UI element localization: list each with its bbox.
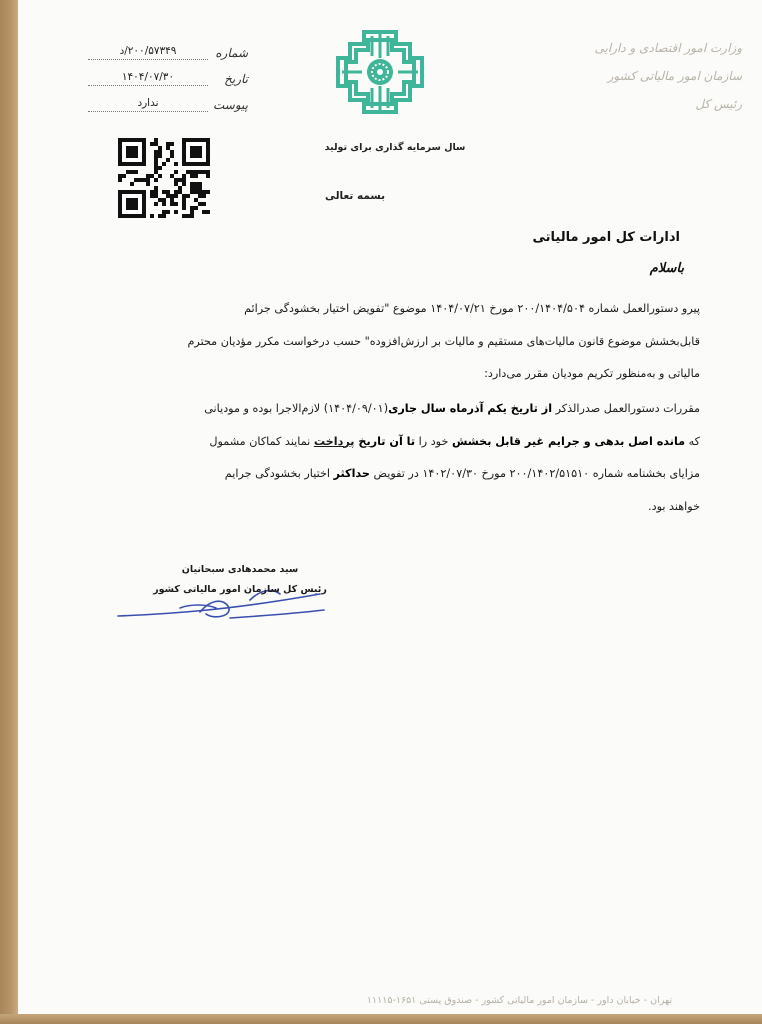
p2-emphasis-debt: مانده اصل بدهی و جرایم غیر قابل بخشش [451, 434, 686, 448]
ministry-line-1: وزارت امور اقتصادی و دارایی [594, 41, 742, 55]
p2-text: مقررات دستورالعمل صدرالذکر [552, 402, 700, 415]
paragraph-2-line: خواهند بود. [648, 499, 700, 513]
paragraph-1-line: پیرو دستورالعمل شماره ۲۰۰/۱۴۰۴/۵۰۴ مورخ ۱۴۰۴/۰۷/۲۱ موضوع "تفویض اختیار بخشودگی جرائم [244, 302, 700, 315]
number-label: شماره [215, 46, 248, 60]
paragraph-2-line [80, 426, 700, 459]
year-slogan: سال سرمایه گذاری برای تولید [324, 142, 466, 153]
p2-text: (۱۴۰۴/۰۹/۰۱) لازم‌الاجرا بوده و مودیانی [204, 402, 389, 415]
attachment-row [88, 90, 248, 112]
signatory-name: سید محمدهادی سبحانیان [181, 564, 299, 575]
paragraph-2-line [80, 393, 700, 426]
number-row [88, 38, 248, 60]
greeting: باسلام [649, 261, 684, 276]
p2-emphasis-payment: پرداخت [313, 434, 355, 448]
letter-meta [88, 38, 248, 116]
attachment-label: پیوست [213, 98, 248, 112]
ministry-heading [532, 34, 742, 118]
bottom-frame-edge [0, 1014, 762, 1024]
date-value: ۱۴۰۴/۰۷/۳۰ [88, 71, 208, 86]
p2-emphasis-maximum: حداکثر [333, 467, 370, 480]
p2-text: مزایای بخشنامه شماره ۲۰۰/۱۴۰۲/۵۱۵۱۰ مورخ ۱۴۰۲/۰۷/۳۰ در تفویض [369, 467, 700, 480]
date-row [88, 64, 248, 86]
p2-text: اختیار بخشودگی جرایم [224, 467, 334, 480]
p2-text: خود را [415, 434, 452, 448]
footer-address: تهران - خیابان داور - سازمان امور مالیاتی کشور - صندوق پستی ۱۶۵۱-۱۱۱۱۵ [366, 995, 672, 1006]
tax-organization-emblem-icon [334, 28, 426, 116]
paragraph-2 [80, 393, 700, 523]
paragraph-2-line [80, 458, 700, 491]
signature-block [140, 560, 340, 600]
ministry-line-2: سازمان امور مالیاتی کشور [607, 69, 742, 83]
date-label: تاریخ [224, 72, 248, 86]
p2-emphasis-date: از تاریخ یکم آذرماه سال جاری [388, 402, 553, 415]
bismillah-heading: بسمه تعالی [324, 190, 386, 202]
left-frame-edge [0, 0, 18, 1024]
signatory-title: رئیس کل سازمان امور مالیاتی کشور [153, 584, 327, 595]
recipient-line: ادارات کل امور مالیاتی [532, 230, 680, 245]
attachment-value: ندارد [88, 97, 208, 112]
paragraph-1 [80, 293, 700, 391]
paragraph-1-line: مالیاتی و به‌منظور تکریم مودیان مقرر می‌دارد: [484, 367, 700, 380]
p2-text: که [685, 434, 700, 448]
qr-code-icon [118, 138, 210, 218]
ministry-line-3: رئیس کل [695, 97, 742, 111]
p2-text: نمایند کماکان مشمول [209, 434, 314, 448]
paragraph-1-line: قابل‌بخشش موضوع قانون مالیات‌های مستقیم و مالیات بر ارزش‌افزوده" حسب درخواست مکرر مؤدیان محترم [187, 334, 700, 348]
number-value: ۲۰۰/۵۷۳۴۹/د [88, 45, 208, 60]
p2-emphasis-deadline: تا آن تاریخ [354, 434, 416, 448]
